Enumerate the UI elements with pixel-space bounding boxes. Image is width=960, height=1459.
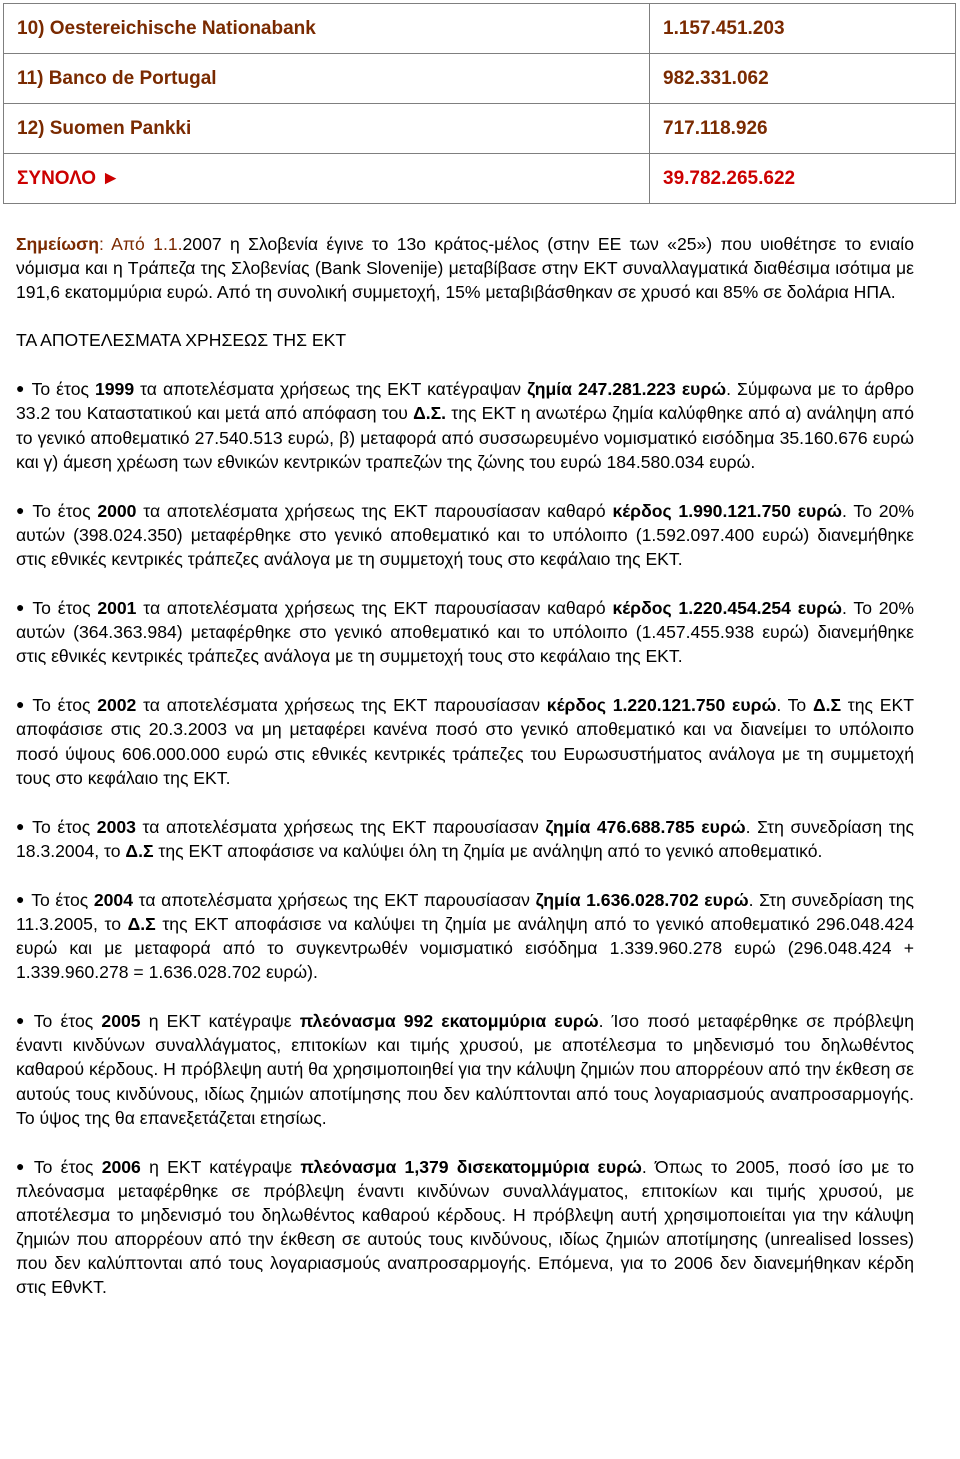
text: Το έτος bbox=[33, 1156, 102, 1177]
bank-value: 1.157.451.203 bbox=[650, 4, 956, 54]
text: . Στη συνεδρίαση της 18.3.2004, το bbox=[16, 816, 914, 861]
result: κέρδος 1.220.454.254 ευρώ bbox=[612, 598, 843, 619]
text: . Ίσο ποσό μεταφέρθηκε σε πρόβλεψη έναντι κινδύνων συναλλάγματος, επιτοκίων και τιμής χρυσού, με αποτέλεσμα το μηδενισμό του δηλωθέντος καθαρού κέρδους. Η πρόβλεψη αυτή θα χρησιμοποιηθεί για την κάλυψη ζημιών που απορρέουν από την έκθεση σε αυτούς τους κινδύνους, ιδίως ζημιών αποτίμησης που δεν καλύπτονται από τους λογαριασμούς αναπροσαρμογής. Το ύψος της θα επανεξετάζεται ετησίως. bbox=[16, 1011, 914, 1128]
board-abbr: Δ.Σ bbox=[127, 913, 156, 934]
bank-value: 982.331.062 bbox=[650, 54, 956, 104]
text: . Το 20% αυτών (398.024.350) μεταφέρθηκε στο γενικό αποθεματικό και το υπόλοιπο (1.592.097.400 ευρώ) διανεμήθηκε στις εθνικές κεντρικές τράπεζες ανάλογα με τη συμμετοχή τους στο κεφάλαιο της ΕΚΤ. bbox=[16, 500, 914, 569]
bullet-icon: ● bbox=[16, 380, 26, 397]
paragraph-2000 bbox=[16, 498, 914, 571]
bullet-icon: ● bbox=[16, 1012, 28, 1029]
note-text: 2007 η Σλοβενία έγινε το 13ο κράτος-μέλος (στην ΕΕ των «25») που υιοθέτησε το ενιαίο νόμισμα και η Τράπεζα της Σλοβενίας (Bank Slovenije) μεταβίβασε στην ΕΚΤ συναλλαγματικά διαθέσιμα ισότιμα με 191,6 εκατομμύρια ευρώ. Από τη συνολική συμμετοχή, 15% μεταβιβάσθηκαν σε χρυσό και 85% σε δολάρια ΗΠΑ. bbox=[16, 234, 914, 303]
bank-contributions-table bbox=[3, 3, 956, 204]
paragraph-2001 bbox=[16, 595, 914, 668]
text: της ΕΚΤ αποφάσισε να καλύψει όλη τη ζημία με ανάληψη από το γενικό αποθεματικό. bbox=[153, 840, 823, 861]
result: ζημία 476.688.785 ευρώ bbox=[545, 816, 746, 837]
bullet-icon: ● bbox=[16, 890, 26, 907]
table-row bbox=[4, 104, 956, 154]
paragraph-2003 bbox=[16, 814, 914, 863]
result: ζημία 1.636.028.702 ευρώ bbox=[535, 889, 749, 910]
table-row bbox=[4, 54, 956, 104]
bullet-icon: ● bbox=[16, 599, 27, 616]
text: . Όπως το 2005, ποσό ίσο με το πλεόνασμα μεταφέρθηκε σε πρόβλεψη έναντι κινδύνων συναλλάγματος, επιτοκίων και τιμής χρυσού, με αποτέλεσμα το μηδενισμό του δηλωθέντος καθαρού κέρδους. Η πρόβλεψη αυτή χρησιμοποιείται για την κάλυψη ζημιών που απορρέουν από την έκθεση σε αυτούς τους κινδύνους, ιδίως ζημιών αποτίμησης (unrealised losses) που δεν καλύπτονται από τους λογαριασμούς αναπροσαρμογής. Επόμενα, για το 2006 δεν διανεμήθηκαν κέρδη στις ΕθνΚΤ. bbox=[16, 1156, 914, 1298]
year: 2000 bbox=[97, 500, 137, 521]
paragraph-2005 bbox=[16, 1008, 914, 1129]
bank-name: 11) Banco de Portugal bbox=[4, 54, 650, 104]
text: τα αποτελέσματα χρήσεως της ΕΚΤ παρουσίασαν καθαρό bbox=[136, 500, 613, 521]
note-label: Σημείωση bbox=[16, 234, 99, 254]
note-intro: : Από 1.1. bbox=[98, 234, 183, 254]
bullet-icon: ● bbox=[16, 817, 27, 834]
year: 2002 bbox=[97, 695, 137, 716]
board-abbr: Δ.Σ bbox=[125, 840, 154, 861]
text: Το έτος bbox=[33, 1011, 102, 1032]
bullet-icon: ● bbox=[16, 501, 27, 518]
note-paragraph bbox=[16, 232, 914, 304]
year: 2005 bbox=[101, 1011, 141, 1032]
year: 2004 bbox=[93, 889, 133, 910]
result: πλεόνασμα 992 εκατομμύρια ευρώ bbox=[299, 1011, 599, 1032]
paragraph-2002 bbox=[16, 692, 914, 789]
bullet-icon: ● bbox=[16, 1157, 28, 1174]
bullet-icon: ● bbox=[16, 696, 27, 713]
table-row bbox=[4, 4, 956, 54]
board-abbr: Δ.Σ bbox=[812, 695, 842, 716]
text: Το έτος bbox=[31, 889, 94, 910]
text: Το έτος bbox=[32, 500, 98, 521]
section-heading: ΤΑ ΑΠΟΤΕΛΕΣΜΑΤΑ ΧΡΗΣΕΩΣ ΤΗΣ ΕΚΤ bbox=[16, 330, 347, 351]
total-label: ΣΥΝΟΛΟ ► bbox=[4, 154, 650, 204]
text: η ΕΚΤ κατέγραψε bbox=[140, 1156, 301, 1177]
result: πλεόνασμα 1,379 δισεκατομμύρια ευρώ bbox=[300, 1156, 642, 1177]
text: τα αποτελέσματα χρήσεως της ΕΚΤ κατέγραψαν bbox=[134, 379, 528, 400]
text: τα αποτελέσματα χρήσεως της ΕΚΤ παρουσίασαν bbox=[136, 695, 547, 716]
text: . Στη συνεδρίαση της 11.3.2005, το bbox=[16, 889, 914, 934]
text: η ΕΚΤ κατέγραψε bbox=[140, 1011, 300, 1032]
board-abbr: Δ.Σ. bbox=[413, 403, 447, 424]
bank-name: 12) Suomen Pankki bbox=[4, 104, 650, 154]
bank-value: 717.118.926 bbox=[650, 104, 956, 154]
paragraph-2004 bbox=[16, 887, 914, 984]
text: τα αποτελέσματα χρήσεως της ΕΚΤ παρουσίασαν καθαρό bbox=[136, 598, 613, 619]
result: ζημία 247.281.223 ευρώ bbox=[527, 379, 727, 400]
total-row bbox=[4, 154, 956, 204]
year: 2003 bbox=[96, 816, 136, 837]
text: Το έτος bbox=[32, 816, 97, 837]
year: 2001 bbox=[97, 598, 137, 619]
text: Το έτος bbox=[32, 598, 98, 619]
text: . Το 20% αυτών (364.363.984) μεταφέρθηκε στο γενικό αποθεματικό και το υπόλοιπο (1.457.455.938 ευρώ) διανεμήθηκε στις εθνικές κεντρικές τράπεζες ανάλογα με τη συμμετοχή τους στο κεφάλαιο της ΕΚΤ. bbox=[16, 598, 914, 667]
text: της ΕΚΤ αποφάσισε στις 20.3.2003 να μη μεταφέρει κανένα ποσό στο γενικό αποθεματικό και να διανείμει το υπόλοιπο ποσό ύψους 606.000.000 ευρώ στις εθνικές κεντρικές τράπεζες του Ευρωσυστήματος ανάλογα με τη συμμετοχή τους στο κεφάλαιο της ΕΚΤ. bbox=[16, 695, 914, 788]
text: Το έτος bbox=[31, 379, 95, 400]
result: κέρδος 1.220.121.750 ευρώ bbox=[546, 695, 777, 716]
result: κέρδος 1.990.121.750 ευρώ bbox=[612, 500, 843, 521]
document-body bbox=[16, 232, 914, 1299]
text: Το έτος bbox=[32, 695, 98, 716]
total-value: 39.782.265.622 bbox=[650, 154, 956, 204]
bank-name: 10) Oestereichische Nationabank bbox=[4, 4, 650, 54]
text: τα αποτελέσματα χρήσεως της ΕΚΤ παρουσίασαν bbox=[133, 889, 536, 910]
text: τα αποτελέσματα χρήσεως της ΕΚΤ παρουσίασαν bbox=[135, 816, 546, 837]
paragraph-2006 bbox=[16, 1154, 914, 1300]
text: . Σύμφωνα με το άρθρο 33.2 του Καταστατικού και μετά από απόφαση του bbox=[16, 379, 914, 424]
text: . Το bbox=[776, 695, 813, 716]
year: 2006 bbox=[101, 1156, 141, 1177]
paragraph-1999 bbox=[16, 376, 914, 473]
text: της ΕΚΤ αποφάσισε να καλύψει τη ζημία με ανάληψη από το γενικό αποθεματικό 296.048.424 ευρώ και με μεταφορά από το συγκεντρωθέν νομισματικό εισόδημα 1.339.960.278 ευρώ (296.048.424 + 1.339.960.278 = 1.636.028.702 ευρώ). bbox=[16, 913, 914, 983]
year: 1999 bbox=[94, 379, 135, 400]
text: της ΕΚΤ η ανωτέρω ζημία καλύφθηκε από α) ανάληψη από το γενικό αποθεματικό 27.540.513 ευρώ, β) μεταφορά από συσσωρευμένο νομισματικό εισόδημα 35.160.676 ευρώ και γ) άμεση χρέωση των εθνικών κεντρικών τραπεζών της ζώνης του ευρώ 184.580.034 ευρώ. bbox=[16, 403, 914, 472]
